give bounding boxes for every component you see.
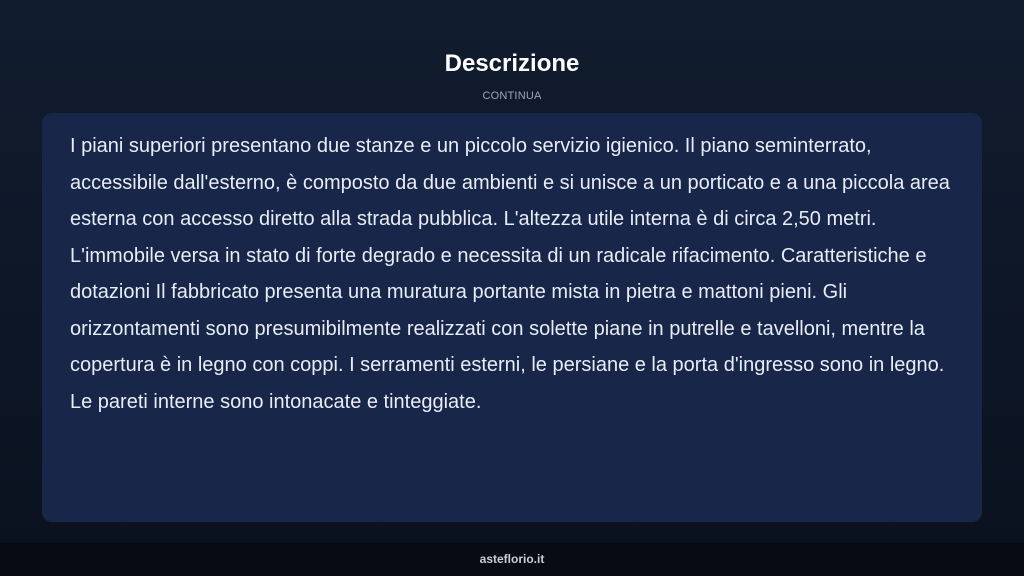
page-title: Descrizione xyxy=(444,50,580,77)
description-text: I piani superiori presentano due stanze e un piccolo servizio igienico. Il piano seminterrato, accessibile dall'esterno, è composto da due ambienti e si unisce a un porticato e a una piccola area esterna con accesso diretto alla strada pubblica. L'altezza utile interna è di circa 2,50 metri. L'immobile versa in stato di forte degrado e necessita di un radicale rifacimento. Caratteristiche e dotazioni Il fabbricato presenta una muratura portante mista in pietra e mattoni pieni. Gli orizzontamenti sono presumibilmente realizzati con solette piane in putrelle e tavelloni, mentre la copertura è in legno con coppi. I serramenti esterni, le persiane e la porta d'ingresso sono in legno. Le pareti interne sono intonacate e tinteggiate. xyxy=(70,135,950,413)
footer-brand: asteflorio.it xyxy=(479,552,545,566)
page-subtitle: CONTINUA xyxy=(482,90,542,102)
description-card xyxy=(42,113,982,522)
